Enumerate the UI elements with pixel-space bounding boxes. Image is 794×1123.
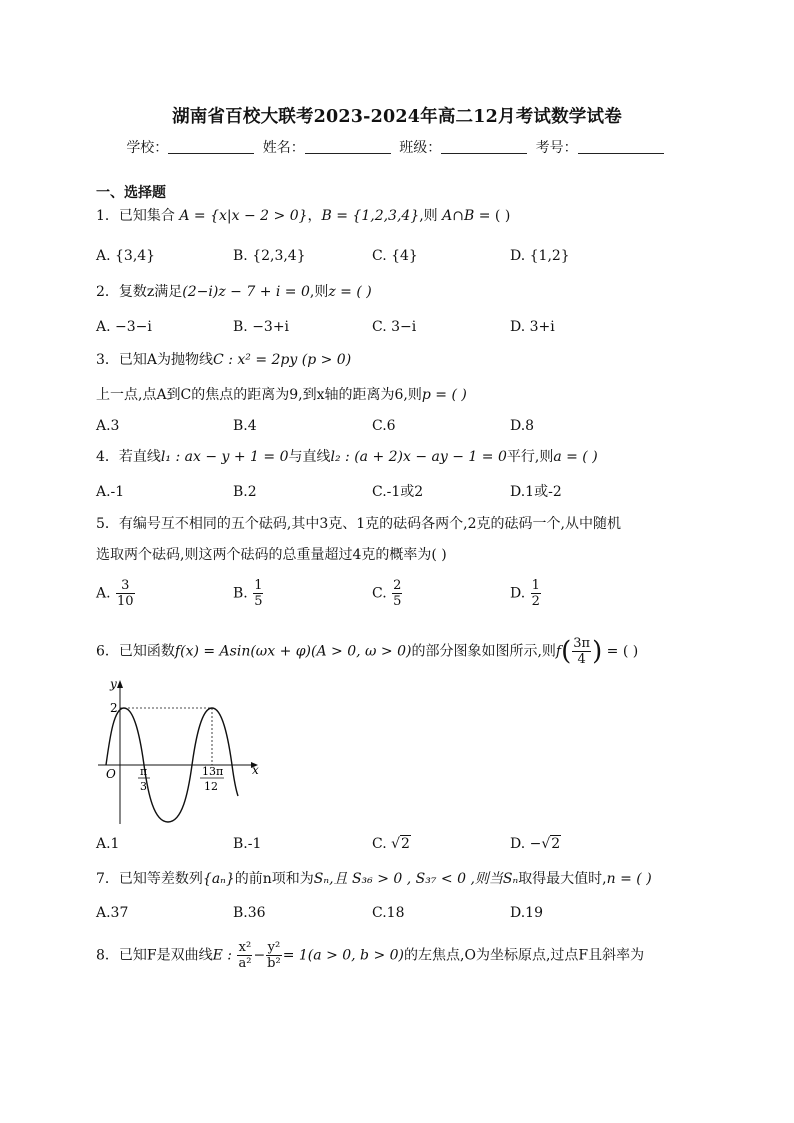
origin-label: O [106, 767, 116, 781]
q6-mid: 的部分图象如图所示,则 [411, 643, 556, 660]
q1-option-b[interactable]: B. {2,3,4} [233, 248, 306, 264]
q6-d-radicand: 2 [551, 836, 561, 852]
q6-c-label: C. [372, 836, 387, 852]
q6-paren-open: ( [561, 636, 572, 667]
y-label: y [110, 677, 117, 691]
q7-option-d[interactable]: D.19 [510, 905, 543, 921]
q5-a-fraction [116, 578, 135, 609]
q6-sine-graph [96, 676, 276, 828]
q2-option-d[interactable]: D. 3+i [510, 319, 555, 335]
q6-c-sqrt: √2 [391, 836, 410, 852]
q8-y-den: b² [267, 956, 281, 971]
q6-c-radicand: 2 [401, 836, 410, 852]
class-blank[interactable] [441, 139, 527, 154]
q8-x-den: a² [238, 956, 252, 971]
tick2-num: 13π [202, 765, 224, 778]
school-blank[interactable] [168, 139, 254, 154]
q7-option-b[interactable]: B.36 [233, 905, 266, 921]
school-label: 学校： [126, 140, 169, 156]
q1-stem: 1．已知集合 [96, 208, 175, 224]
q1-tail: = ( ) [474, 208, 511, 224]
q6-option-a[interactable]: A.1 [96, 836, 120, 852]
q5-c-den: 5 [393, 594, 402, 609]
x-label: x [252, 763, 259, 777]
q4-line-2: l₂ : (a + 2)x − ay − 1 = 0 [330, 449, 507, 465]
question-3-line-2 [96, 385, 467, 405]
q6-stem: 6．已知函数 [96, 643, 175, 660]
q2-option-b[interactable]: B. −3+i [233, 319, 290, 335]
q6-paren-close: ) [592, 636, 603, 667]
q6-option-b[interactable]: B.-1 [233, 836, 262, 852]
q8-rest: = 1(a > 0, b > 0) [282, 947, 405, 964]
q7-tail: 取得最大值时, [518, 871, 607, 887]
q7-option-c[interactable]: C.18 [372, 905, 405, 921]
q3-option-c[interactable]: C.6 [372, 418, 396, 434]
q1-option-c[interactable]: C. {4} [372, 248, 418, 264]
q5-a-den: 10 [117, 594, 134, 609]
q1-set-a: A = {x|x − 2 > 0} [179, 208, 308, 224]
question-5-line-2: 选取两个砝码,则这两个砝码的总重量超过4克的概率为( ) [96, 547, 447, 563]
q6-d-label: D. [510, 836, 526, 852]
q4-option-d[interactable]: D.1或-2 [510, 484, 562, 500]
q5-c-label: C. [372, 585, 387, 602]
q5-d-label: D. [510, 585, 526, 602]
q4-stem: 4．若直线 [96, 449, 161, 465]
q4-mid: 与直线 [288, 449, 331, 465]
q4-option-c[interactable]: C.-1或2 [372, 484, 424, 500]
q4-option-a[interactable]: A.-1 [96, 484, 125, 500]
q8-y-num: y² [267, 940, 281, 955]
tick2-den: 12 [204, 780, 218, 793]
name-label: 姓名： [262, 140, 305, 156]
q3-curve: C : x² = 2py (p > 0) [213, 352, 352, 368]
q5-a-num: 3 [116, 578, 135, 594]
q8-tail: 的左焦点,O为坐标原点,过点F且斜率为 [404, 947, 645, 964]
q7-sn2: Sₙ [502, 871, 519, 887]
q5-option-c[interactable] [372, 578, 403, 609]
q5-d-den: 2 [531, 594, 540, 609]
tick1-num: π [140, 765, 148, 778]
question-1 [96, 206, 510, 226]
q7-stem: 7．已知等差数列 [96, 871, 203, 887]
q3-option-a[interactable]: A.3 [96, 418, 120, 434]
question-8 [96, 940, 644, 971]
q6-ask-num: 3π [573, 636, 591, 651]
q1-option-a[interactable]: A. {3,4} [96, 248, 156, 264]
q8-minus: − [253, 947, 266, 964]
q6-tail: = ( ) [602, 643, 639, 660]
q5-c-num: 2 [393, 578, 402, 593]
q2-tail: ,则 [309, 284, 329, 300]
q5-option-d[interactable] [510, 578, 542, 609]
max-label: 2 [110, 701, 118, 715]
q6-ask-den: 4 [577, 652, 586, 667]
question-7 [96, 869, 652, 889]
q3-ask: p = ( ) [421, 387, 467, 403]
student-info-line [0, 137, 794, 157]
q5-b-label: B. [233, 585, 248, 602]
q5-c-fraction [392, 578, 402, 609]
q7-seq: {aₙ} [202, 871, 235, 887]
q4-ask: a = ( ) [553, 449, 598, 465]
q4-option-b[interactable]: B.2 [233, 484, 257, 500]
q1-stem-b: ,则 [419, 208, 438, 224]
q2-ask: z = ( ) [328, 284, 372, 300]
q6-ask-f: f [555, 643, 562, 660]
tick1-den: 3 [140, 780, 147, 793]
q7-option-a[interactable]: A.37 [96, 905, 129, 921]
q2-stem: 2．复数z满足 [96, 284, 183, 300]
exam-title: 湖南省百校大联考2023-2024年高二12月考试数学试卷 [172, 107, 622, 127]
q5-d-fraction [531, 578, 541, 609]
q1-sep: ， [307, 208, 322, 224]
q2-option-c[interactable]: C. 3−i [372, 319, 417, 335]
q2-option-a[interactable]: A. −3−i [96, 319, 152, 335]
q6-ask-fraction [572, 636, 591, 667]
q6-d-minus: − [529, 836, 542, 852]
q1-expr: A∩B [442, 208, 475, 224]
y-axis-arrow-icon [117, 680, 123, 688]
exam-no-blank[interactable] [578, 139, 664, 154]
q7-mid: 的前n项和为 [234, 871, 314, 887]
q8-stem: 8．已知F是双曲线 [96, 947, 213, 964]
q8-e-label: E : [212, 947, 233, 964]
q6-option-d[interactable] [510, 834, 561, 854]
q5-a-label: A. [96, 585, 111, 602]
q7-cond: ,且 S₃₆ > 0 , S₃₇ < 0 ,则当 [329, 871, 503, 887]
q3-stem: 3．已知A为抛物线 [96, 352, 214, 368]
q2-eq: (2−i)z − 7 + i = 0 [182, 284, 310, 300]
q7-ask: n = ( ) [606, 871, 652, 887]
q8-y-fraction [266, 940, 282, 971]
q5-b-fraction [253, 578, 263, 609]
exam-no-label: 考号： [535, 140, 578, 156]
section-heading: 一、选择题 [96, 185, 166, 201]
q8-x-num: x² [238, 940, 252, 955]
class-label: 班级： [399, 140, 442, 156]
q6-option-c[interactable] [372, 834, 411, 854]
q5-option-b[interactable] [233, 578, 264, 609]
name-blank[interactable] [305, 139, 391, 154]
q1-set-b: B = {1,2,3,4} [321, 208, 420, 224]
q4-tail: 平行,则 [506, 449, 554, 465]
q6-d-sqrt: √2 [541, 836, 561, 852]
q8-x-fraction [237, 940, 252, 971]
q4-line-1: l₁ : ax − y + 1 = 0 [160, 449, 289, 465]
q5-option-a[interactable] [96, 578, 136, 609]
q5-d-num: 1 [531, 578, 540, 593]
question-2 [96, 282, 372, 302]
q1-option-d[interactable]: D. {1,2} [510, 248, 570, 264]
q6-function: f(x) = Asin(ωx + φ)(A > 0, ω > 0) [174, 643, 412, 660]
question-3 [96, 350, 351, 370]
q3-option-d[interactable]: D.8 [510, 418, 535, 434]
q5-b-num: 1 [254, 578, 263, 593]
q3-option-b[interactable]: B.4 [233, 418, 257, 434]
q5-b-den: 5 [254, 594, 263, 609]
question-6 [96, 636, 638, 667]
question-4 [96, 447, 598, 467]
q7-sn: Sₙ [313, 871, 330, 887]
question-5: 5．有编号互不相同的五个砝码,其中3克、1克的砝码各两个,2克的砝码一个,从中随机 [96, 516, 621, 532]
q3-line2: 上一点,点A到C的焦点的距离为9,到x轴的距离为6,则 [96, 387, 422, 403]
